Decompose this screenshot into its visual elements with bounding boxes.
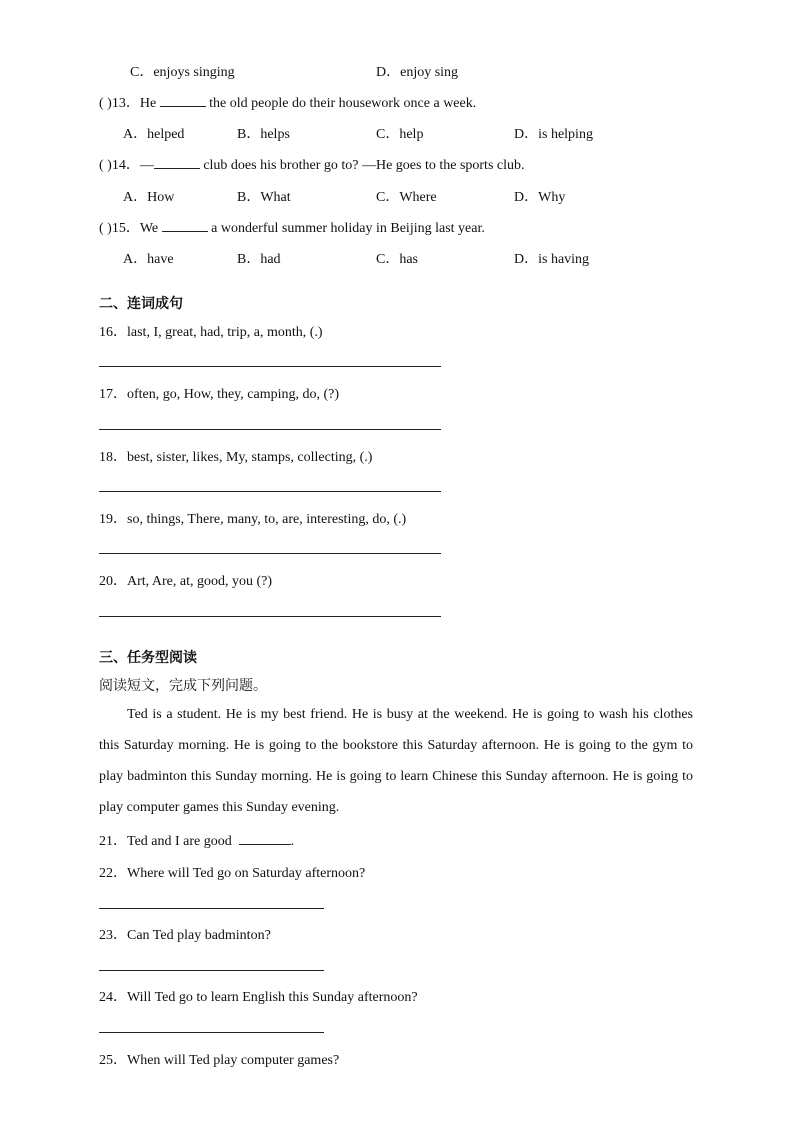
question-24: 24．Will Ted go to learn English this Sunday afternoon?	[99, 990, 418, 1005]
question-19: 19．so, things, There, many, to, are, interesting, do, (.)	[99, 512, 407, 527]
question-stem-end: a wonderful summer holiday in Beijing last year.	[207, 221, 485, 236]
reading-passage: Ted is a student. He is my best friend. He is busy at the weekend. He is going to wash his clothes this Saturday morning. He is going to the bookstore this Saturday afternoon. He is going to the gym to play badminton this Sunday morning. He is going to learn Chinese this Sunday afternoon. He is going to play computer games this Sunday evening.	[99, 707, 693, 815]
question-stem-start: 21．Ted and I are good	[99, 834, 232, 849]
answer-paren: ( )	[99, 96, 112, 111]
q13-option-d: D．is helping	[514, 127, 593, 142]
question-stem-end: club does his brother go to? —He goes to the sports club.	[199, 158, 525, 173]
question-stem-start: 13．He	[111, 96, 160, 111]
answer-blank[interactable]	[162, 219, 208, 232]
answer-paren: ( )	[99, 221, 112, 236]
section-3-title: 三、任务型阅读	[99, 650, 197, 666]
q13-option-a: A．helped	[123, 127, 185, 142]
answer-blank[interactable]	[160, 94, 206, 107]
answer-line-24[interactable]	[99, 1032, 324, 1033]
q14-option-a: A．How	[123, 190, 175, 205]
question-14	[99, 154, 525, 174]
answer-line-17[interactable]	[99, 429, 441, 430]
question-23: 23．Can Ted play badminton?	[99, 928, 271, 943]
answer-line-22[interactable]	[99, 908, 324, 909]
question-22: 22．Where will Ted go on Saturday afternoon?	[99, 866, 366, 881]
q14-option-d: D．Why	[514, 190, 566, 205]
question-stem-end: .	[290, 834, 295, 849]
question-18: 18．best, sister, likes, My, stamps, collecting, (.)	[99, 450, 373, 465]
q14-option-b: B．What	[237, 190, 291, 205]
answer-line-16[interactable]	[99, 366, 441, 367]
q14-option-c: C．Where	[376, 190, 437, 205]
question-15	[99, 217, 485, 237]
question-21	[99, 830, 294, 850]
question-25: 25．When will Ted play computer games?	[99, 1053, 340, 1068]
answer-line-23[interactable]	[99, 970, 324, 971]
answer-line-18[interactable]	[99, 491, 441, 492]
q13-option-c: C．help	[376, 127, 424, 142]
section-2-title: 二、连词成句	[99, 296, 183, 312]
answer-blank[interactable]	[154, 156, 200, 169]
q15-option-d: D．is having	[514, 252, 590, 267]
answer-paren: ( )	[99, 158, 112, 173]
q12-option-d: D．enjoy sing	[376, 65, 459, 80]
q12-option-c: C．enjoys singing	[130, 65, 235, 80]
answer-line-19[interactable]	[99, 553, 441, 554]
q15-option-c: C．has	[376, 252, 418, 267]
question-stem-end: the old people do their housework once a week.	[205, 96, 477, 111]
section-3-instruction: 阅读短文，完成下列问题。	[99, 678, 267, 694]
q15-option-a: A．have	[123, 252, 174, 267]
question-stem-start: 14．—	[111, 158, 154, 173]
question-17: 17．often, go, How, they, camping, do, (?)	[99, 387, 340, 402]
question-16: 16．last, I, great, had, trip, a, month, (.)	[99, 325, 323, 340]
question-13	[99, 92, 476, 112]
q15-option-b: B．had	[237, 252, 281, 267]
question-20: 20．Art, Are, at, good, you (?)	[99, 574, 273, 589]
question-stem-start: 15．We	[111, 221, 162, 236]
answer-blank[interactable]	[239, 832, 291, 845]
q13-option-b: B．helps	[237, 127, 290, 142]
answer-line-20[interactable]	[99, 616, 441, 617]
